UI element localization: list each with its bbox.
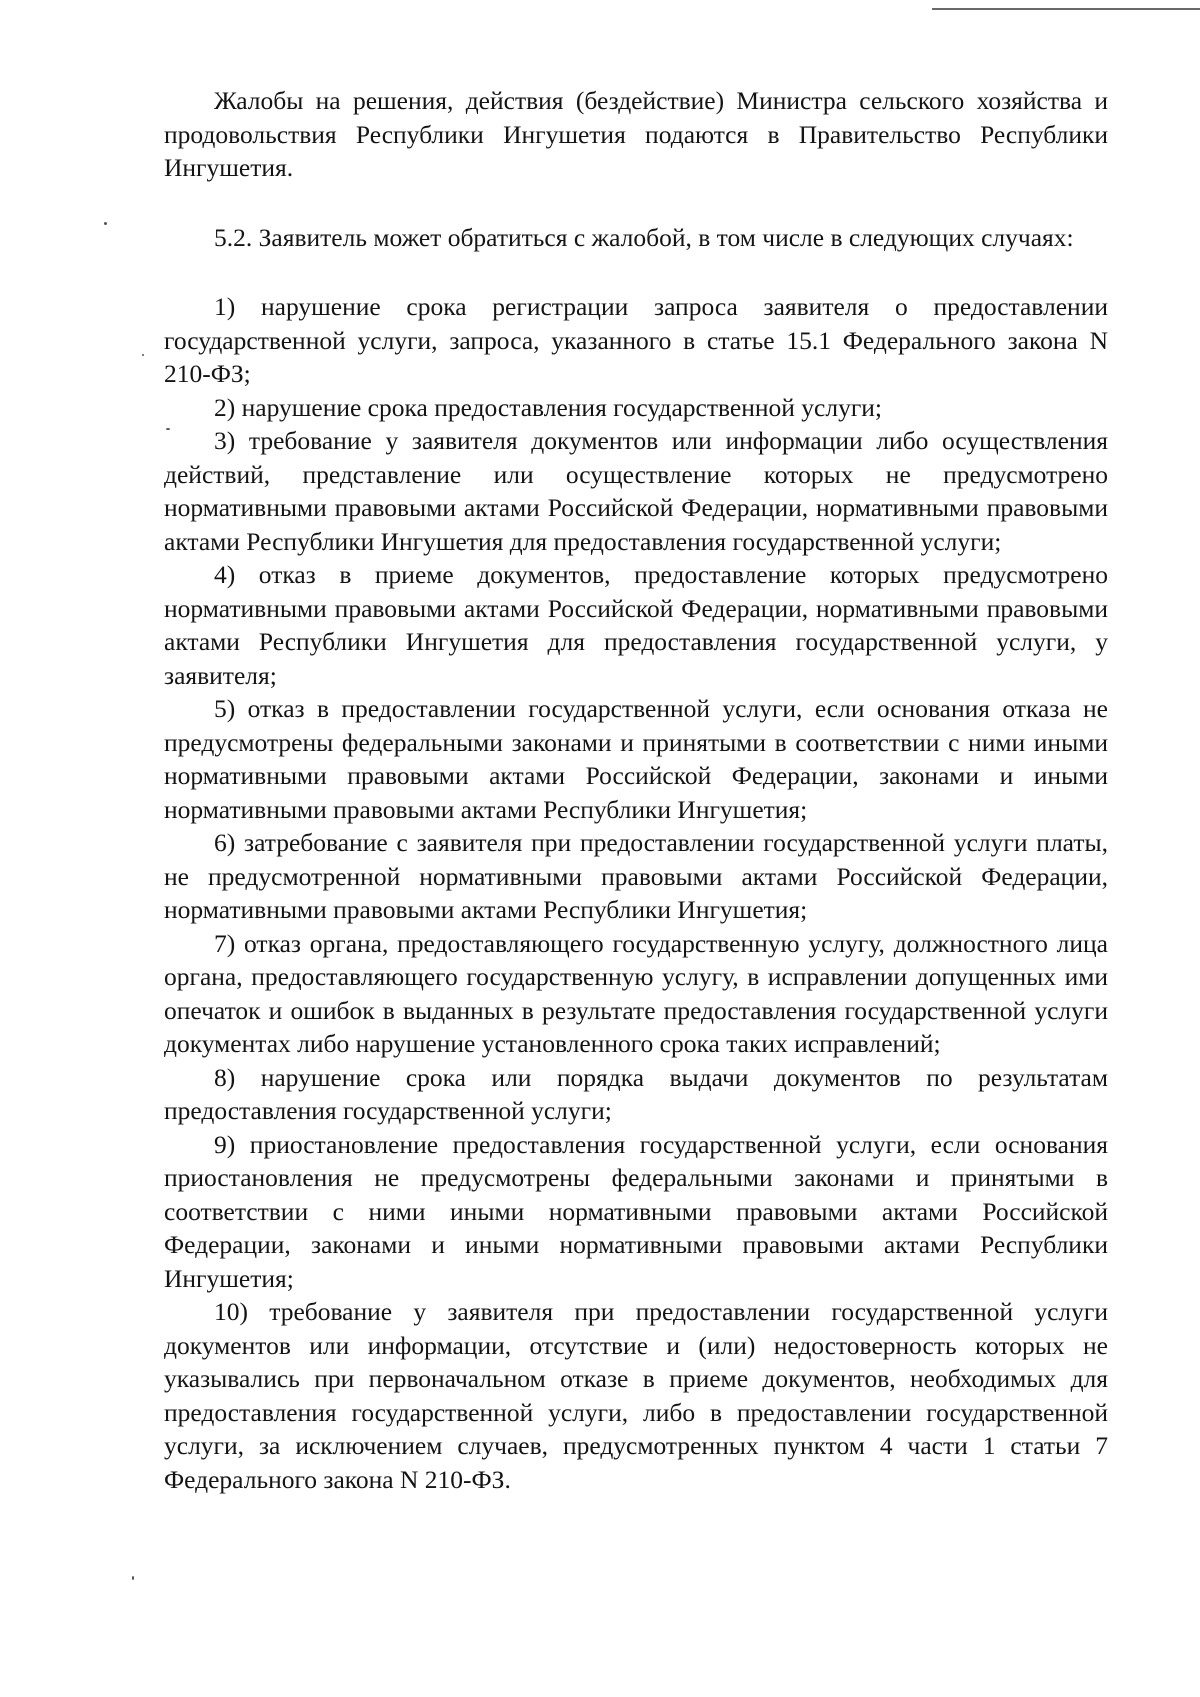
list-item-7: 7) отказ органа, предоставляющего государственную услугу, должностного лица органа, предоставляющего государственную услугу, в исправлении допущенных ими опечаток и ошибок в выданных в результате предоставления государственной услуги документах либо нарушение установленного срока таких исправлений;: [164, 928, 1108, 1058]
list-item-10: 10) требование у заявителя при предоставлении государственной услуги документов или информации, отсутствие и (или) недостоверность которых не указывались при первоначальном отказе в приеме документов, необходимых для предоставления государственной услуги, либо в предоставлении государственной услуги, за исключением случаев, предусмотренных пунктом 4 части 1 статьи 7 Федерального закона N 210-ФЗ.: [164, 1297, 1108, 1494]
paragraph-5-2: 5.2. Заявитель может обратиться с жалобой, в том числе в следующих случаях:: [214, 222, 1074, 252]
list-item-3: 3) требование у заявителя документов или информации либо осуществления действий, представление или осуществление которых не предусмотрено нормативными правовыми актами Российской Федерации, нормативными правовыми актами Республики Ингушетия для предоставления государственной услуги;: [164, 426, 1108, 556]
list-item-5: 5) отказ в предоставлении государственной услуги, если основания отказа не предусмотрены федеральными законами и принятыми в соответствии с ними иными нормативными правовыми актами Российской Федерации, законами и иными нормативными правовыми актами Республики Ингушетия;: [164, 694, 1108, 824]
list-item-2: 2) нарушение срока предоставления государственной услуги;: [214, 392, 883, 422]
list-item-6: 6) затребование с заявителя при предоставлении государственной услуги платы, не предусмотренной нормативными правовыми актами Российской Федерации, нормативными правовыми актами Республики Ингушетия;: [164, 828, 1108, 924]
scan-speck: [132, 1576, 134, 1580]
document-body: [164, 84, 1108, 1496]
list-item-1: 1) нарушение срока регистрации запроса заявителя о предоставлении государственной услуги, запроса, указанного в статье 15.1 Федерального закона N 210-ФЗ;: [164, 292, 1108, 388]
scan-speck: [142, 354, 144, 356]
scan-speck: [104, 222, 107, 225]
header-rule: [932, 8, 1200, 10]
list-item-4: 4) отказ в приеме документов, предоставление которых предусмотрено нормативными правовыми актами Российской Федерации, нормативными правовыми актами Республики Ингушетия для предоставления государственной услуги, у заявителя;: [164, 560, 1108, 690]
list-item-8: 8) нарушение срока или порядка выдачи документов по результатам предоставления государственной услуги;: [164, 1062, 1108, 1125]
list-item-9: 9) приостановление предоставления государственной услуги, если основания приостановления не предусмотрены федеральными законами и принятыми в соответствии с ними иными нормативными правовыми актами Российской Федерации, законами и иными нормативными правовыми актами Республики Ингушетия;: [164, 1129, 1108, 1293]
paragraph-complaints-minister: Жалобы на решения, действия (бездействие) Министра сельского хозяйства и продовольствия Республики Ингушетия подаются в Правительство Республики Ингушетия.: [164, 86, 1108, 182]
